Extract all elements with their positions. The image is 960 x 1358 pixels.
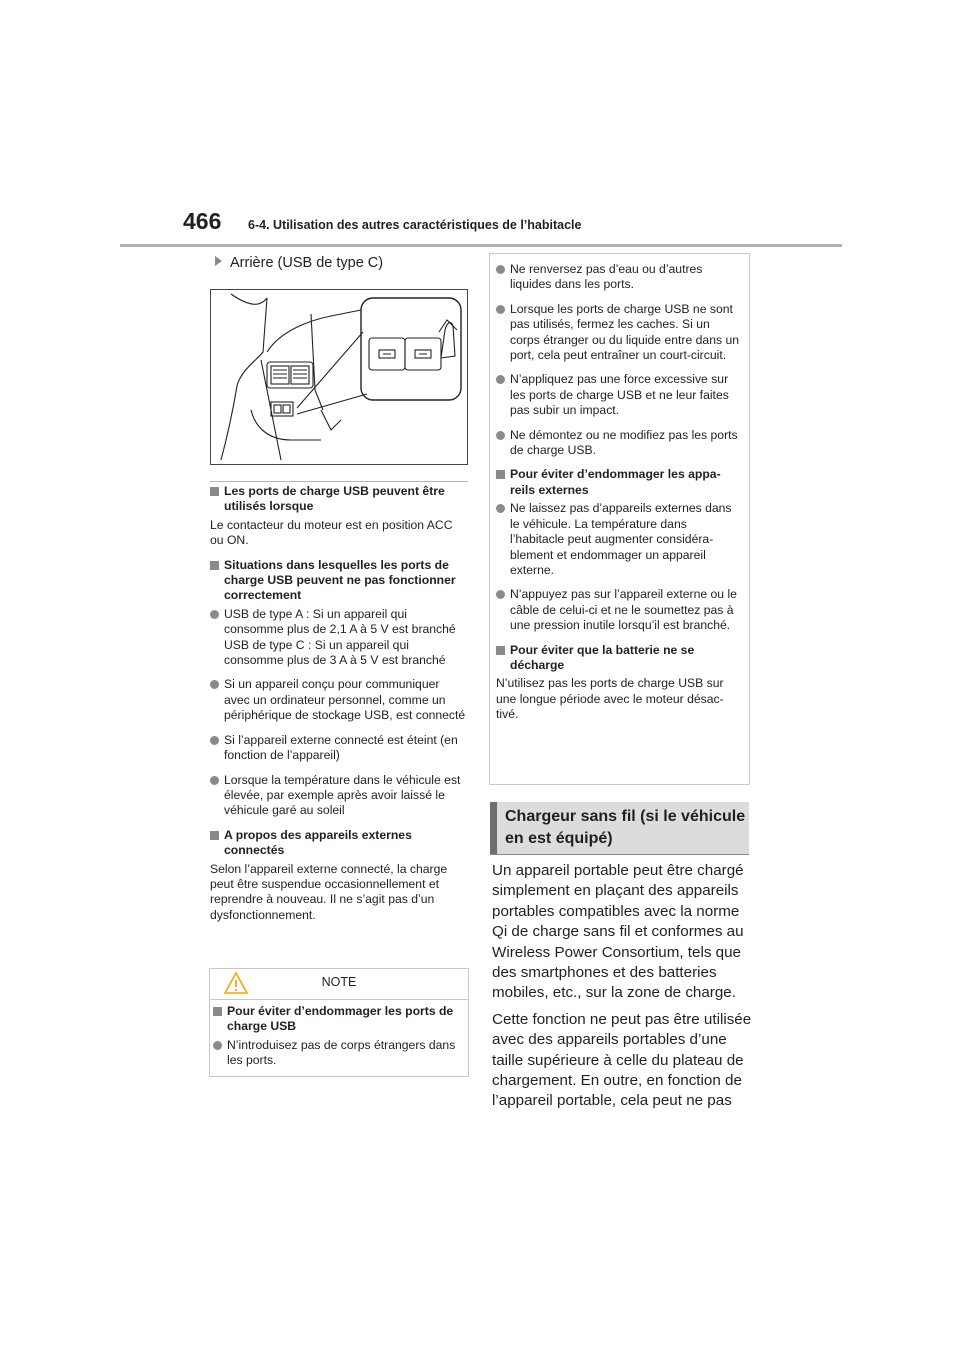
- list-item: N’appliquez pas une force excessive sur les ports de charge USB et ne leur faites pas subir un impact.: [496, 372, 742, 418]
- list-item: Ne renversez pas d’eau ou d’autres liquides dans les ports.: [496, 262, 742, 293]
- note-title: NOTE: [321, 975, 357, 989]
- note-box: [209, 968, 469, 1077]
- header-divider: [120, 244, 842, 247]
- battery-text: N’utilisez pas les ports de charge USB sur une longue période avec le moteur désac-tivé.: [496, 676, 724, 722]
- battery-heading: Pour éviter que la batterie ne se décharge: [496, 643, 742, 674]
- list-item: Ne démontez ou ne modifiez pas les ports de charge USB.: [496, 428, 742, 459]
- note-heading: Pour éviter d’endommager les ports de charge USB: [213, 1004, 463, 1035]
- protect-devices-heading: Pour éviter d’endommager les appa-reils externes: [496, 467, 742, 498]
- triangle-bullet-icon: [215, 256, 222, 266]
- wireless-paragraph-2: Cette fonction ne peut pas être utilisée avec des appareils portables d’une taille supérieure à celle du plateau de chargement. En outre, en fonction de l’appareil portable, cela peut ne pas: [492, 1010, 752, 1110]
- malfunction-situations-heading: Situations dans lesquelles les ports de charge USB peuvent ne pas fonctionner correctement: [210, 558, 468, 604]
- rear-usb-illustration: [210, 289, 468, 465]
- note-divider: [210, 999, 468, 1000]
- wireless-charger-heading: Chargeur sans fil (si le véhicule en est équipé): [505, 808, 746, 847]
- usage-conditions-heading: Les ports de charge USB peuvent être utilisés lorsque: [210, 484, 468, 515]
- list-item: Si un appareil conçu pour communiquer avec un ordinateur personnel, comme un périphérique de stockage USB, est connecté: [210, 677, 468, 723]
- wireless-heading-rule: [490, 854, 749, 855]
- usage-conditions-text: Le contacteur du moteur est en position ACC ou ON.: [210, 517, 453, 548]
- list-item: USB de type A : Si un appareil qui consomme plus de 2,1 A à 5 V est branché USB de type C : Si un appareil qui consomme plus de 3 A à 5 V est branché: [210, 607, 468, 669]
- list-item: N’introduisez pas de corps étrangers dans les ports.: [213, 1038, 463, 1069]
- list-item: Lorsque les ports de charge USB ne sont pas utilisés, fermez les caches. Si un corps étranger ou du liquide entre dans un port, cela peut entraîner un court-circuit.: [496, 302, 742, 364]
- wireless-paragraph-1: Un appareil portable peut être chargé simplement en plaçant des appareils portables compatibles avec la norme Qi de charge sans fil et conformes au Wireless Power Consortium, tels que des smartphones et des batteries mobiles, etc., sur la zone de charge.: [492, 862, 744, 1002]
- rear-console-usb-ports-icon: [211, 290, 467, 464]
- page-number: 466: [183, 208, 222, 234]
- left-column: [210, 484, 468, 932]
- wireless-charger-body: [492, 861, 757, 1118]
- list-item: Si l’appareil externe connecté est éteint (en fonction de l’appareil): [210, 733, 468, 764]
- list-item: Lorsque la température dans le véhicule est élevée, par exemple après avoir laissé le véhicule garé au soleil: [210, 773, 468, 819]
- list-item: N’appuyez pas sur l’appareil externe ou le câble de celui-ci et ne le soumettez pas à une pression inutile lorsqu’il est branché.: [496, 587, 742, 633]
- list-item: Ne laissez pas d’appareils externes dans le véhicule. La température dans l’habitacle peut augmenter considéra-blement et endommager un appareil externe.: [496, 501, 742, 578]
- illustration-divider: [210, 481, 468, 482]
- wireless-charger-heading-bar: [490, 802, 749, 854]
- external-devices-text: Selon l’appareil externe connecté, la charge peut être suspendue occasionnellement et reprendre à nouveau. Il ne s’agit pas d’un dysfonctionnement.: [210, 861, 448, 922]
- section-title: 6-4. Utilisation des autres caractéristiques de l’habitacle: [248, 218, 582, 232]
- external-devices-heading: A propos des appareils externes connectés: [210, 828, 468, 859]
- rear-usb-heading: Arrière (USB de type C): [215, 255, 383, 271]
- caution-continuation-box: [489, 253, 750, 785]
